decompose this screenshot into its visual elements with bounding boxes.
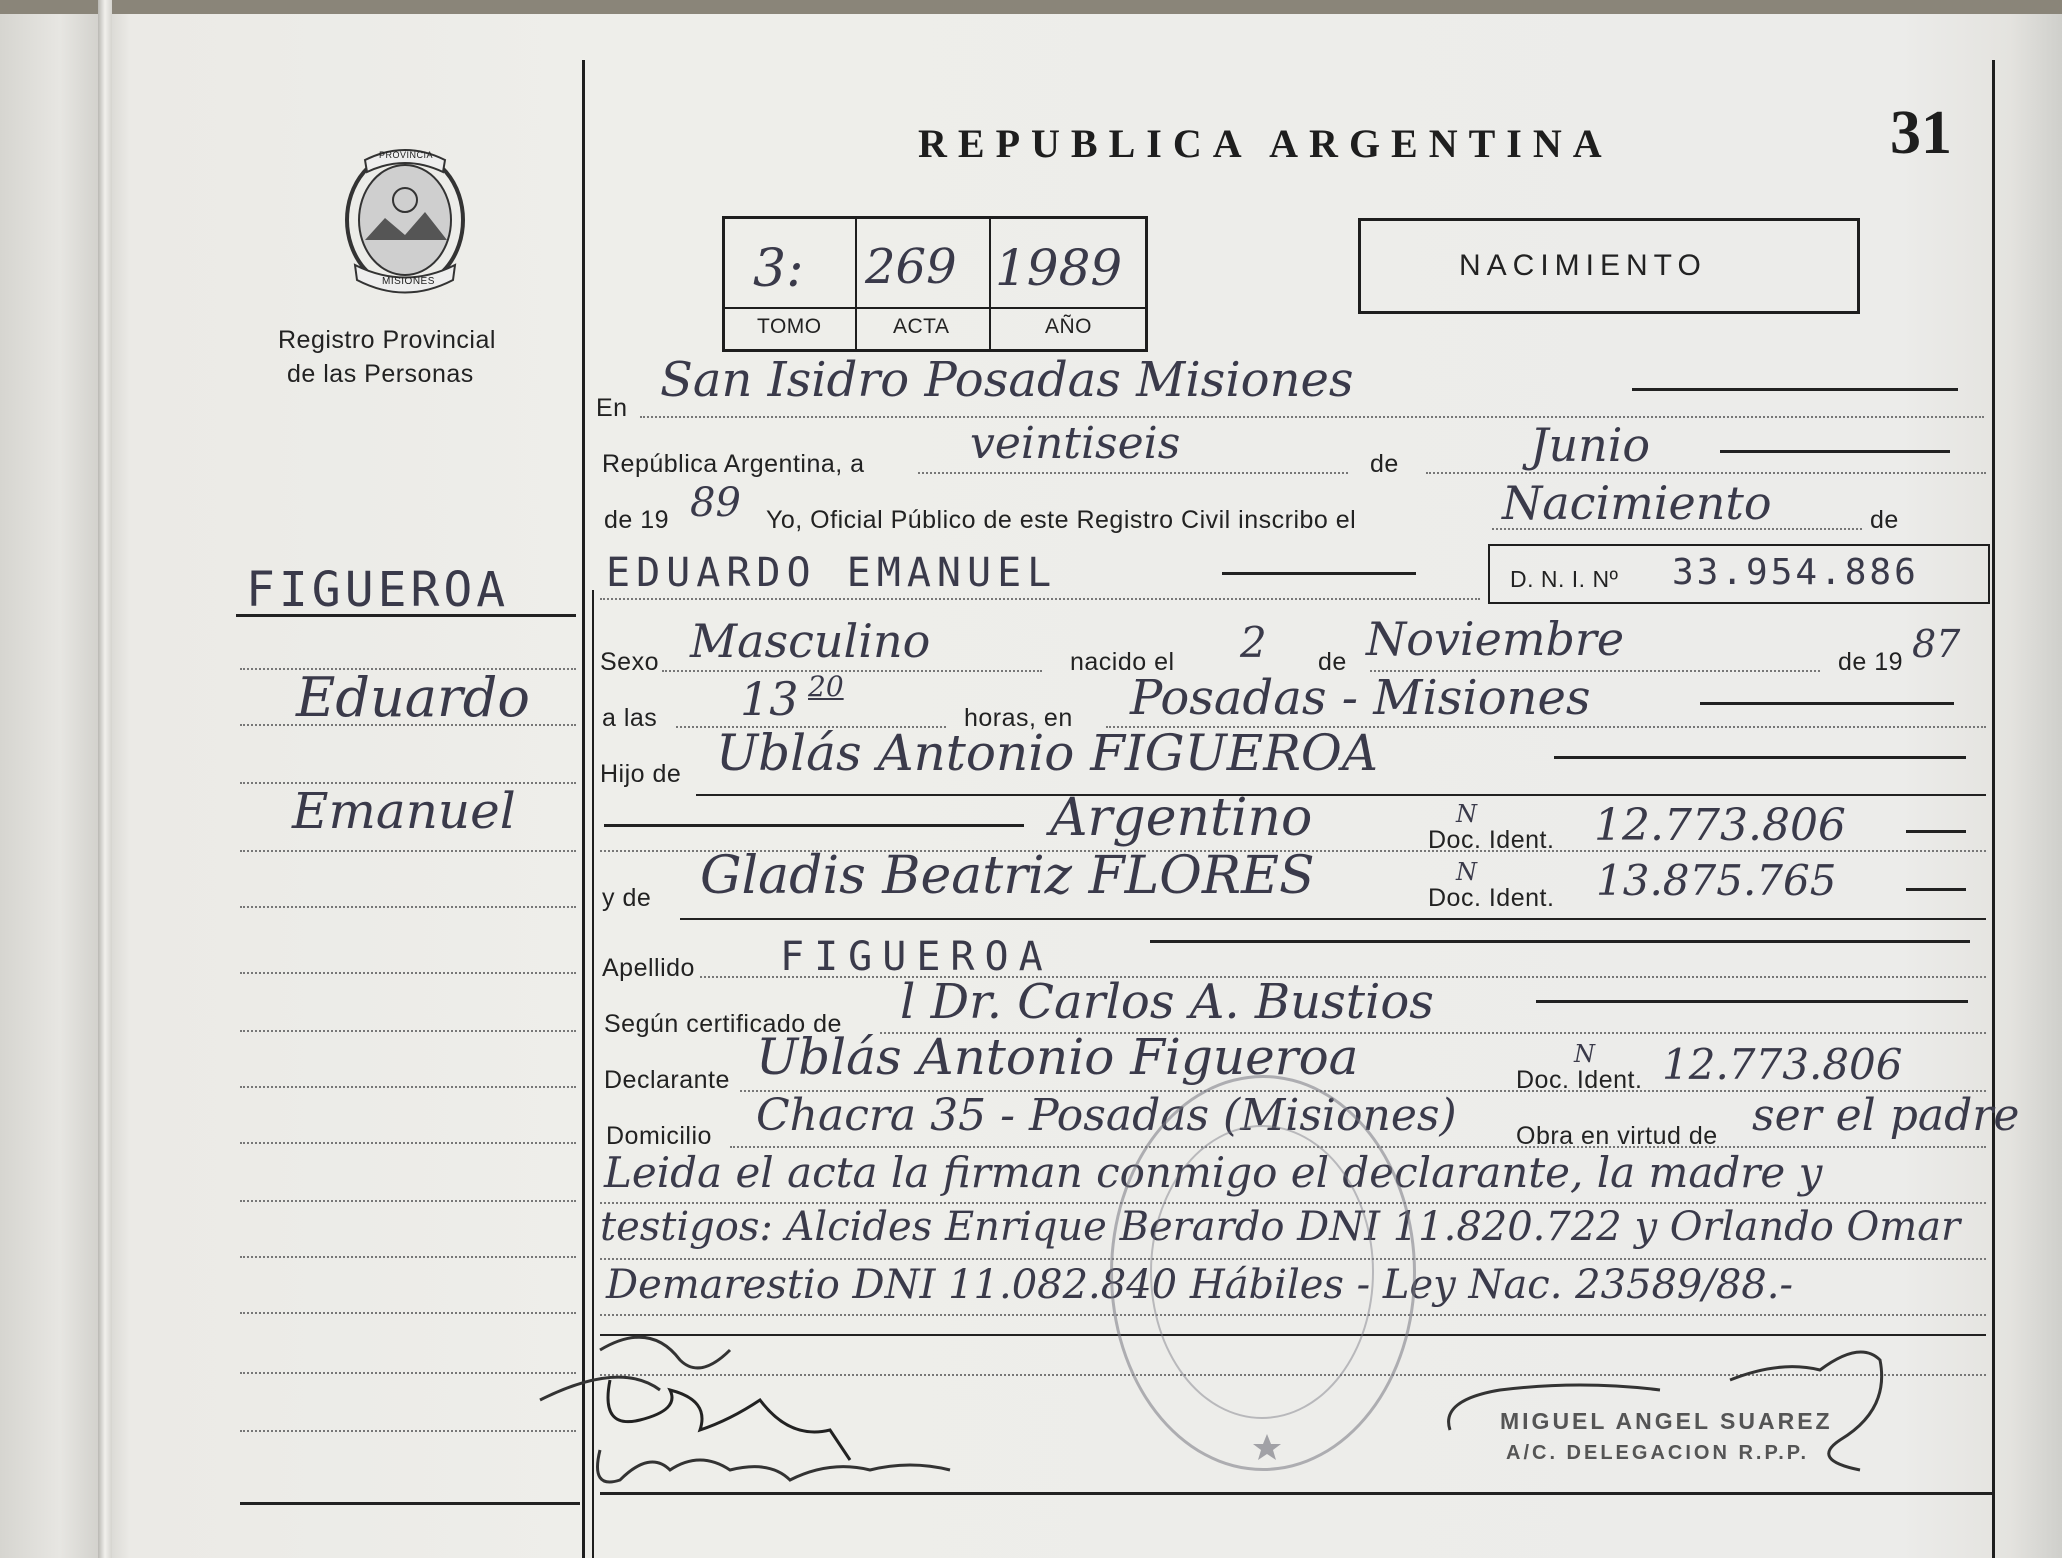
margin-line — [240, 1086, 576, 1088]
yo-label: Yo, Oficial Público de este Registro Civil inscribo el — [766, 506, 1357, 534]
de-label-2: de — [1870, 506, 1899, 534]
notes-line-3: Demarestio DNI 11.082.840 Hábiles - Ley Nac. 23589/88.- — [606, 1262, 1793, 1308]
en-label: En — [596, 394, 628, 422]
obra-label: Obra en virtud de — [1516, 1122, 1718, 1150]
madre-doc-value: 13.875.765 — [1596, 856, 1837, 905]
margin-surname-underline — [236, 614, 576, 617]
padre-doc-label: Doc. Ident. — [1428, 826, 1555, 854]
tomo-label: TOMO — [757, 315, 822, 338]
record-type-label: NACIMIENTO — [1459, 249, 1707, 282]
acta-label: ACTA — [893, 315, 950, 338]
segun-value: l Dr. Carlos A. Bustios — [900, 974, 1434, 1030]
anio-prefix-label: de 19 — [604, 506, 670, 534]
tomo-value: 3: — [753, 239, 804, 299]
madre-line — [680, 918, 1986, 920]
domicilio-label: Domicilio — [606, 1122, 712, 1150]
padre-doc-stroke — [1906, 830, 1966, 833]
page-number: 31 — [1890, 99, 1952, 167]
apellido-value: FIGUEROA — [780, 934, 1053, 980]
minutos-value: 20 — [808, 670, 844, 703]
margin-line — [240, 1200, 576, 1202]
margin-line — [240, 1372, 576, 1374]
anio-label: AÑO — [1045, 315, 1093, 338]
anio-year-value: 89 — [690, 480, 741, 526]
segun-fill-stroke — [1536, 1000, 1968, 1003]
horas-label: horas, en — [964, 704, 1073, 732]
dni-value: 33.954.886 — [1672, 552, 1919, 593]
mes-field-line — [1426, 472, 1986, 474]
apellido-label: Apellido — [602, 954, 695, 982]
padre-value: Ublás Antonio FIGUEROA — [716, 724, 1378, 782]
madre-doc-label: Doc. Ident. — [1428, 884, 1555, 912]
margin-line — [240, 850, 576, 852]
lugar-fill-stroke — [1700, 702, 1954, 705]
madre-value: Gladis Beatriz FLORES — [700, 846, 1315, 906]
margin-line — [240, 1142, 576, 1144]
book-gutter — [98, 0, 112, 1558]
declarante-doc-value: 12.773.806 — [1662, 1040, 1903, 1089]
en-field-line — [640, 416, 1984, 418]
margin-line — [240, 1312, 576, 1314]
de-label-1: de — [1370, 450, 1399, 478]
de19-label: de 19 — [1838, 648, 1904, 676]
hora-value: 13 — [740, 672, 799, 726]
dia-value: veintiseis — [970, 418, 1181, 469]
right-edge-rule — [1992, 60, 1995, 1558]
alas-label: a las — [602, 704, 658, 732]
registry-name-line1: Registro Provincial — [278, 326, 496, 354]
lugar-value: Posadas - Misiones — [1130, 670, 1591, 726]
nacido-anio-value: 87 — [1912, 622, 1961, 666]
madre-doc-sup: N — [1456, 858, 1477, 886]
margin-line — [240, 1030, 576, 1032]
obra-value: ser el padre — [1752, 1090, 2020, 1141]
sexo-value: Masculino — [690, 614, 931, 668]
margin-line — [240, 782, 576, 784]
margin-line — [240, 668, 576, 670]
mes-fill-stroke — [1720, 450, 1950, 453]
emblem-top-text: PROVINCIA — [379, 150, 434, 160]
domicilio-value: Chacra 35 - Posadas (Misiones) — [756, 1090, 1457, 1141]
apellido-fill-stroke — [1150, 940, 1970, 943]
padre-nac-stroke — [604, 824, 1024, 827]
en-fill-stroke — [1632, 388, 1958, 391]
de-label-3: de — [1318, 648, 1347, 676]
margin-surname: FIGUEROA — [246, 562, 510, 618]
nacido-mes-value: Noviembre — [1366, 612, 1625, 666]
margin-line — [240, 724, 576, 726]
sexo-field-line — [662, 670, 1042, 672]
margin-line — [240, 972, 576, 974]
madre-doc-stroke — [1906, 888, 1966, 891]
acta-value: 269 — [865, 239, 957, 295]
padre-doc-sup: N — [1456, 800, 1477, 828]
notes-line-1: Leida el acta la firman conmigo el declarante, la madre y — [604, 1148, 1823, 1197]
yde-label: y de — [602, 884, 652, 912]
document-title: REPUBLICA ARGENTINA — [918, 121, 1613, 166]
dni-label: D. N. I. Nº — [1510, 566, 1619, 592]
dia-field-line — [918, 472, 1348, 474]
inscribo-value: Nacimiento — [1502, 476, 1772, 530]
mes-value: Junio — [1530, 418, 1651, 472]
declarante-doc-label: Doc. Ident. — [1516, 1066, 1643, 1094]
margin-line — [240, 1256, 576, 1258]
hijo-label: Hijo de — [600, 760, 682, 788]
record-number-box — [722, 216, 1148, 352]
declarante-value: Ublás Antonio Figueroa — [756, 1028, 1359, 1086]
nacido-label: nacido el — [1070, 648, 1175, 676]
sexo-label: Sexo — [600, 648, 659, 676]
republica-label: República Argentina, a — [602, 450, 865, 478]
margin-line — [240, 1430, 576, 1432]
anio-value: 1989 — [995, 239, 1123, 297]
padre-line — [696, 794, 1986, 796]
official-seal-inner — [1150, 1125, 1374, 1419]
margin-given-name-2: Emanuel — [292, 782, 516, 840]
padre-fill-stroke — [1554, 756, 1966, 759]
emblem-bottom-text: MISIONES — [382, 276, 435, 287]
margin-line — [240, 906, 576, 908]
nombre-field-line — [600, 598, 1480, 600]
signature-scribbles — [530, 1320, 1010, 1500]
en-value: San Isidro Posadas Misiones — [660, 352, 1354, 408]
declarante-doc-sup: N — [1574, 1040, 1595, 1068]
page-top-edge — [0, 0, 2062, 14]
registry-name-line2: de las Personas — [287, 360, 474, 388]
nombre-fill-stroke — [1222, 572, 1416, 575]
notes-line-2: testigos: Alcides Enrique Berardo DNI 11.820.722 y Orlando Omar — [600, 1204, 1961, 1250]
margin-bottom-rule — [240, 1502, 580, 1505]
padre-doc-value: 12.773.806 — [1594, 800, 1846, 851]
margin-given-name-1: Eduardo — [296, 666, 530, 729]
segun-label: Según certificado de — [604, 1010, 842, 1038]
star-icon — [1252, 1432, 1282, 1462]
record-type-box — [1358, 218, 1860, 314]
declarante-label: Declarante — [604, 1066, 730, 1094]
padre-nacionalidad-value: Argentino — [1050, 788, 1313, 848]
official-name: MIGUEL ANGEL SUAREZ — [1500, 1408, 1833, 1434]
dni-box — [1488, 544, 1990, 604]
nacido-dia-value: 2 — [1240, 618, 1267, 667]
official-title: A/C. DELEGACION R.P.P. — [1506, 1442, 1810, 1464]
nombre-value: EDUARDO EMANUEL — [606, 550, 1058, 596]
